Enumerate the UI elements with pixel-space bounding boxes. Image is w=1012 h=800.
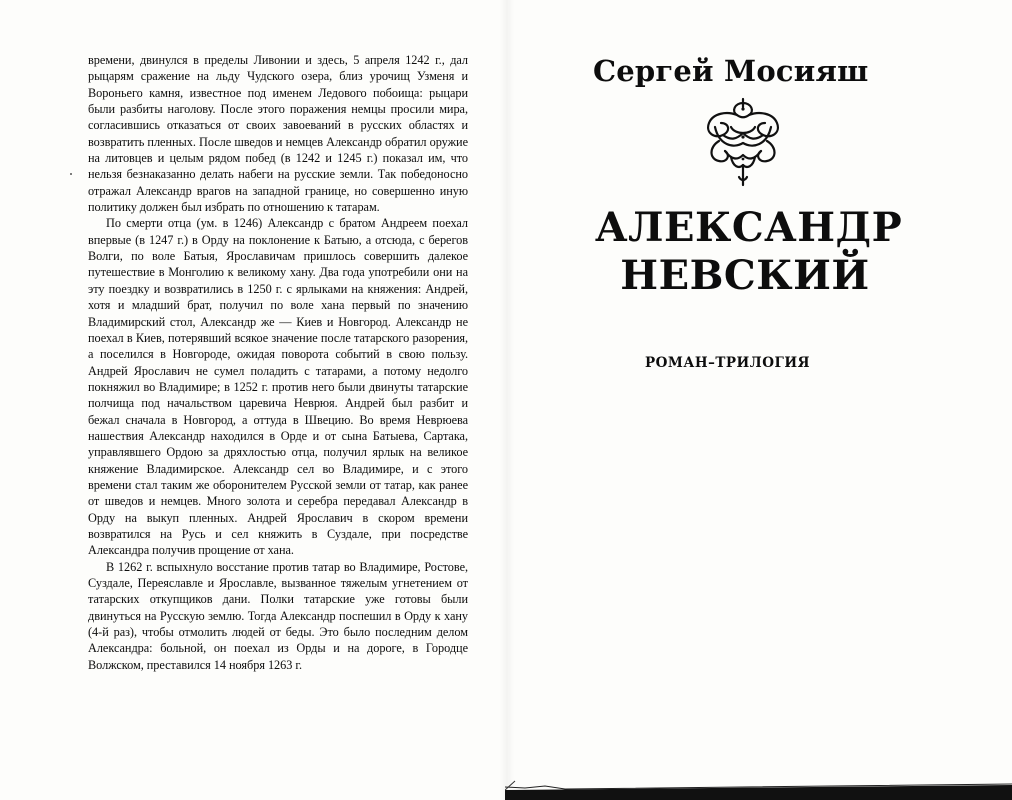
left-page [0,0,505,800]
scan-speck [70,173,72,175]
paragraph: времени, двинулся в пределы Ливонии и здесь, 5 апреля 1242 г., дал рыцарям сражение на льду Чудского озера, близ урочищ Узменя и Вороньего камня, известное под именем Ледового побоища: рыцари были разбиты наголову. После этого поражения немцы просили мира, согласившись отказаться от своих завоеваний в русских областях и возвратить пленных. После шведов и немцев Александр обратил оружие на литовцев и целым рядом побед (в 1242 и 1245 г.) показал им, что нельзя безнаказанно делать набеги на русские земли. Так победоносно отражал Александр врагов на западной границе, но совершенно иную политику должен был избрать по отношению к татарам. [88,53,468,215]
book-title [595,204,903,300]
right-page [505,0,1012,800]
title-line: НЕВСКИЙ [620,252,870,299]
body-text [88,52,468,673]
paragraph: По смерти отца (ум. в 1246) Александр с братом Андреем поехал впервые (в 1247 г.) в Орду на поклонение к Батыю, а отсюда, с берегов Волги, по воле Батыя, Ярославичам пришлось совершить далекое путешествие в Монголию к великому хану. Два года употребили они на эту поездку и возвратились в 1250 г. с ярлыками на княжения: Андрей, хотя и младший брат, получил по воле хана первый по значению Владимирский стол, Александр же — Киев и Новгород. Александр не поехал в Киев, потерявший всякое значение после татарского разорения, а поселился в Новгороде, ожидая поворота событий в свою пользу. Андрей Ярославич не сумел поладить с татарами, а потому недолго покняжил во Владимире; в 1252 г. против него были двинуты татарские полчища под начальством царевича Неврюя. Андрей был разбит и бежал сначала в Новгород, а оттуда в Швецию. Во время Неврюева нашествия Александр находился в Орде и от сына Батыева, Сартака, управлявшего Ордою за дряхлостью отца, получил ярлык на великое княжение Владимирское. Александр сел во Владимире, и с этого времени стал таким же оборонителем Русской земли от татар, как ранее от шведов и немцев. Много золота и серебра передавал Александр в Орду на выкуп пленных. Андрей Ярославич в скором времени возвратился на Русь и сел княжить в Суздале, при посредстве Александра получив прощение от хана. [88,216,468,558]
author-name: Сергей Мосияш [593,54,869,88]
paragraph: В 1262 г. вспыхнуло восстание против татар во Владимире, Ростове, Суздале, Переяславле и Ярославле, вызванное тяжелым угнетением от татарских откупщиков дани. Полки татарские уже готовы были двинуться на Русскую землю. Тогда Александр поспешил в Орду к хану (4-й раз), чтобы отмолить людей от беды. Это было последним делом Александра: больной, он поехал из Орды и на дороге, в Городце Волжском, преставился 14 ноября 1263 г. [88,559,468,672]
book-subtitle: РОМАН–ТРИЛОГИЯ [645,355,810,371]
page-bottom-edge [505,778,1012,800]
celtic-knot-icon [701,97,785,187]
title-line: АЛЕКСАНДР [595,204,903,251]
